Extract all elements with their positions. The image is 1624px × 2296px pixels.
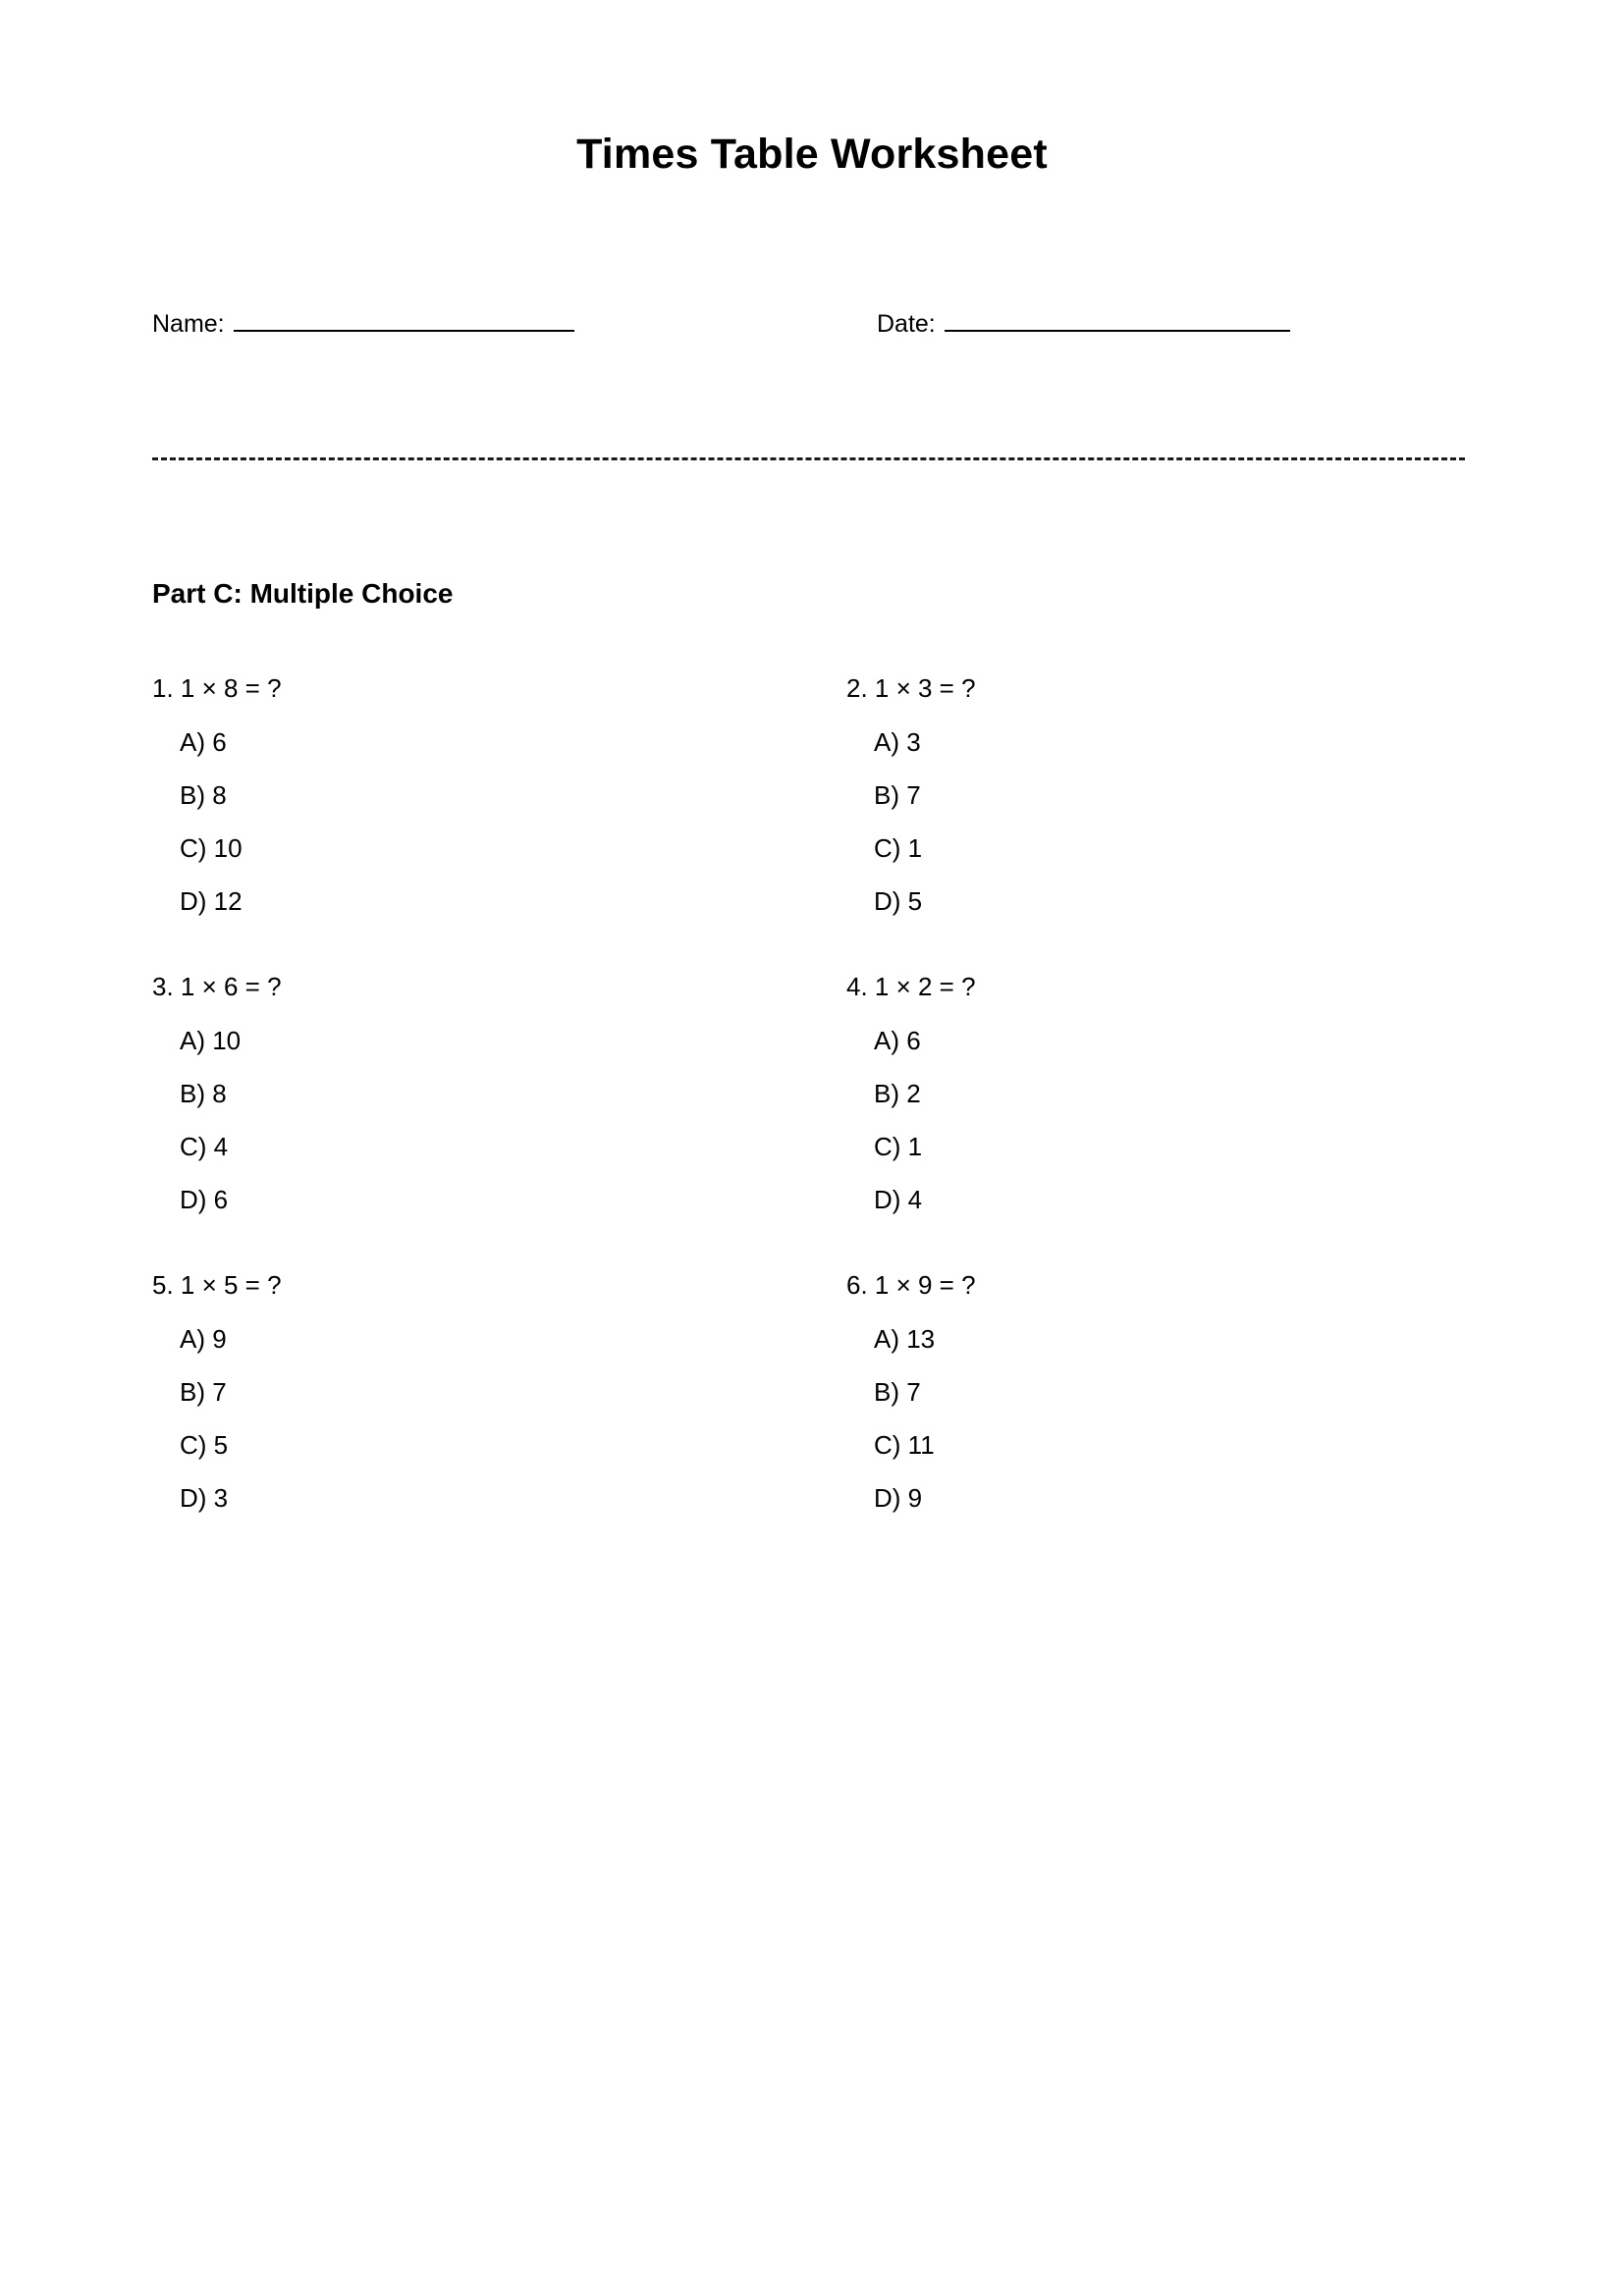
name-label: Name: — [152, 310, 225, 338]
question-option[interactable]: B) 7 — [874, 780, 921, 810]
question-option[interactable]: D) 5 — [874, 886, 923, 916]
question-option[interactable]: C) 5 — [180, 1430, 229, 1460]
page-title: Times Table Worksheet — [576, 130, 1048, 178]
question-item — [846, 1272, 1473, 1511]
question-option[interactable]: A) 10 — [180, 1026, 242, 1055]
date-label: Date: — [877, 310, 936, 338]
question-option[interactable]: B) 7 — [874, 1377, 921, 1407]
question-prompt: 3. 1 × 6 = ? — [152, 972, 282, 1001]
question-option[interactable]: A) 9 — [180, 1324, 227, 1354]
questions-grid — [152, 675, 1473, 1511]
section-divider — [152, 457, 1465, 460]
question-option[interactable]: A) 6 — [180, 727, 227, 757]
question-option[interactable]: C) 11 — [874, 1430, 935, 1460]
question-option[interactable]: D) 3 — [180, 1483, 229, 1513]
date-write-in-line[interactable] — [945, 330, 1290, 332]
name-write-in-line[interactable] — [234, 330, 574, 332]
question-option[interactable]: C) 1 — [874, 1132, 923, 1161]
question-option[interactable]: B) 8 — [180, 780, 227, 810]
name-field — [152, 312, 574, 337]
question-option[interactable]: B) 2 — [874, 1079, 921, 1108]
question-option[interactable]: D) 6 — [180, 1185, 229, 1214]
question-item — [152, 675, 846, 914]
question-item — [152, 974, 846, 1212]
question-option[interactable]: A) 3 — [874, 727, 921, 757]
question-prompt: 6. 1 × 9 = ? — [846, 1270, 976, 1300]
question-option[interactable]: C) 4 — [180, 1132, 229, 1161]
question-prompt: 5. 1 × 5 = ? — [152, 1270, 282, 1300]
question-option[interactable]: D) 12 — [180, 886, 243, 916]
question-prompt: 2. 1 × 3 = ? — [846, 673, 976, 703]
student-info-row — [152, 312, 1473, 351]
question-option[interactable]: D) 4 — [874, 1185, 923, 1214]
question-option[interactable]: C) 10 — [180, 833, 243, 863]
question-prompt: 4. 1 × 2 = ? — [846, 972, 976, 1001]
section-heading: Part C: Multiple Choice — [152, 578, 454, 610]
question-option[interactable]: D) 9 — [874, 1483, 923, 1513]
question-option[interactable]: A) 6 — [874, 1026, 921, 1055]
question-option[interactable]: B) 8 — [180, 1079, 227, 1108]
question-option[interactable]: B) 7 — [180, 1377, 227, 1407]
question-prompt: 1. 1 × 8 = ? — [152, 673, 282, 703]
question-item — [846, 675, 1473, 914]
question-item — [846, 974, 1473, 1212]
date-field — [877, 312, 1290, 337]
question-option[interactable]: A) 13 — [874, 1324, 936, 1354]
question-option[interactable]: C) 1 — [874, 833, 923, 863]
question-item — [152, 1272, 846, 1511]
